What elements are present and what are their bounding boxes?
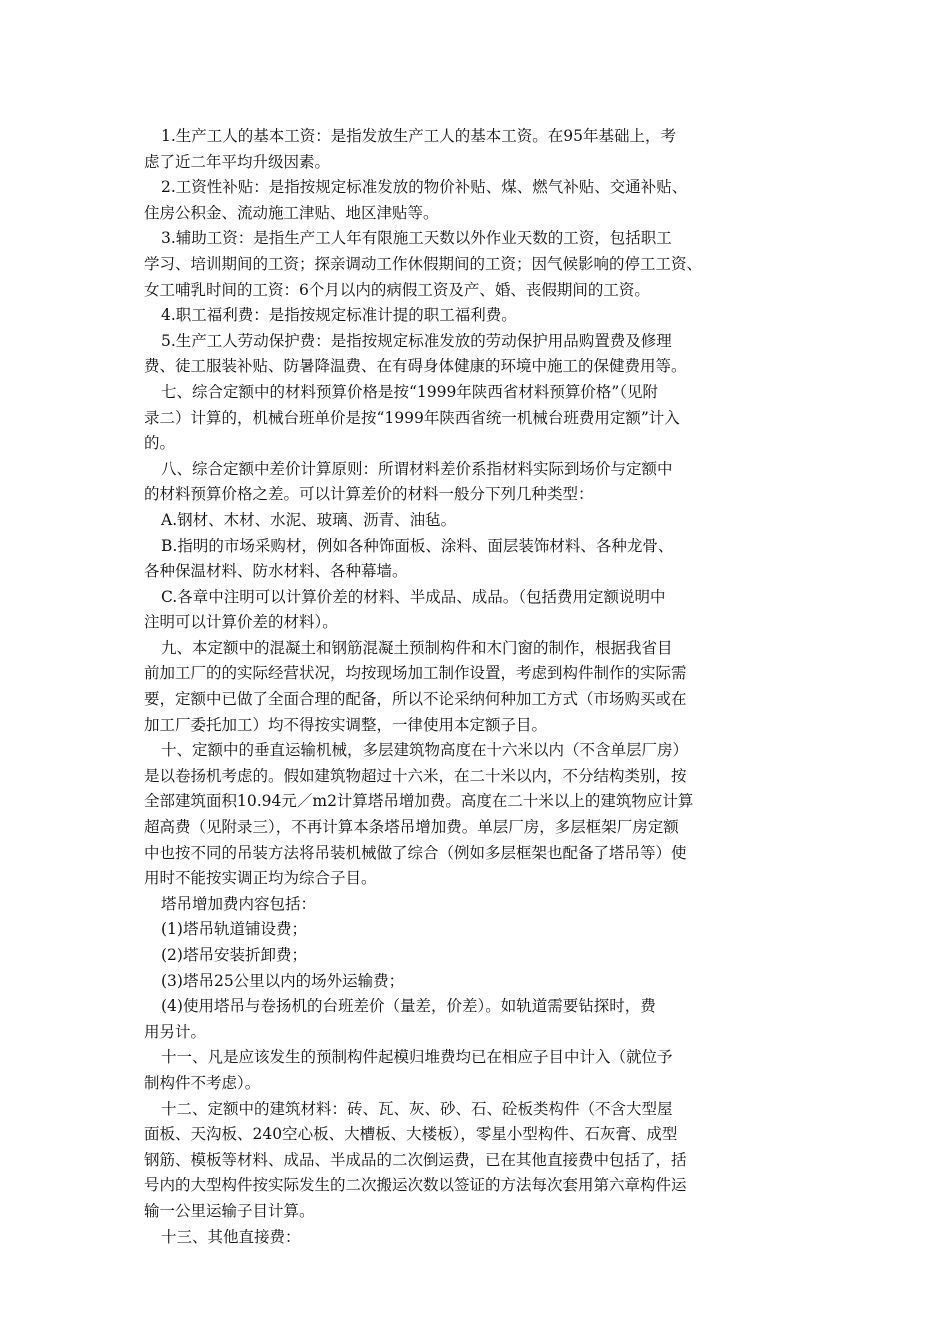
paragraph-basic-wage [144,124,754,175]
text-line: 十一、凡是应该发生的预制构件起模归堆费均已在相应子目中计入（就位予 [161,1048,673,1067]
text-line: 的材料预算价格之差。可以计算差价的材料一般分下列几种类型： [144,485,594,504]
text-line: 的。 [144,434,176,453]
text-line: 各种保温材料、防水材料、各种幕墙。 [144,562,408,581]
paragraph-labor-protection [144,329,754,380]
paragraph-wage-allowance [144,175,754,226]
text-line: 号内的大型构件按实际发生的二次搬运次数以签证的方法每次套用第六章构件运 [144,1176,687,1195]
paragraph-section-7 [144,380,754,457]
text-line: 注明可以计算价差的材料）。 [144,613,338,632]
text-line: 4.职工福利费：是指按规定标准计提的职工福利费。 [161,306,517,325]
text-line: 费、徒工服装补贴、防暑降温费、在有碍身体健康的环境中施工的保健费用等。 [144,357,687,376]
paragraph-item-c [144,585,754,636]
paragraph-crane-item-1 [144,917,754,943]
text-line: A.钢材、木材、水泥、玻璃、沥青、油毡。 [161,510,457,529]
text-line: (4)使用塔吊与卷扬机的台班差价（量差，价差）。如轨道需要钻探时，费 [161,997,656,1016]
paragraph-item-a [144,508,754,534]
text-line: 前加工厂的的实际经营状况，均按现场加工制作设置，考虑到构件制作的实际需 [144,664,687,683]
text-line: 塔吊增加费内容包括： [161,894,317,913]
text-line: 2.工资性补贴：是指按规定标准发放的物价补贴、煤、燃气补贴、交通补贴、 [161,178,688,197]
text-line: 八、综合定额中差价计算原则：所谓材料差价系指材料实际到场价与定额中 [161,459,673,478]
document-body [144,124,754,1250]
text-line: 九、本定额中的混凝土和钢筋混凝土预制构件和木门窗的制作，根据我省目 [161,638,673,657]
text-line: 十二、定额中的建筑材料：砖、瓦、灰、砂、石、砼板类构件（不含大型屋 [161,1099,673,1118]
text-line: 输一公里运输子目计算。 [144,1201,315,1220]
text-line: 3.辅助工资：是指生产工人年有限施工天数以外作业天数的工资，包括职工 [161,229,672,248]
text-line: 用另计。 [144,1022,207,1041]
paragraph-auxiliary-wage [144,226,754,303]
paragraph-crane-fee-heading [144,892,754,918]
text-line: 1.生产工人的基本工资：是指发放生产工人的基本工资。在95年基础上，考 [161,127,677,145]
text-line: 七、综合定额中的材料预算价格是按“1999年陕西省材料预算价格”（见附 [161,382,659,401]
paragraph-section-9 [144,636,754,738]
paragraph-crane-item-2 [144,943,754,969]
text-line: 十三、其他直接费： [161,1227,301,1246]
text-line: B.指明的市场采购材，例如各种饰面板、涂料、面层装饰材料、各种龙骨、 [161,536,674,555]
text-line: 十、定额中的垂直运输机械，多层建筑物高度在十六米以内（不含单层厂房） [161,741,689,760]
paragraph-section-11 [144,1045,754,1096]
text-line: C.各章中注明可以计算价差的材料、半成品、成品。（包括费用定额说明中 [161,587,666,606]
text-line: (2)塔吊安装折卸费； [161,946,307,964]
paragraph-section-8 [144,457,754,508]
text-line: (1)塔吊轨道铺设费； [161,920,307,939]
text-line: 钢筋、模板等材料、成品、半成品的二次倒运费，已在其他直接费中包括了，括 [144,1150,687,1169]
text-line: (3)塔吊25公里以内的场外运输费； [161,971,405,990]
paragraph-welfare [144,303,754,329]
paragraph-crane-item-3 [144,969,754,995]
text-line: 加工厂委托加工）均不得按实调整，一律使用本定额子目。 [144,715,548,734]
text-line: 录二）计算的，机械台班单价是按“1999年陕西省统一机械台班费用定额”计入 [144,408,680,427]
text-line: 全部建筑面积10.94元／m2计算塔吊增加费。高度在二十米以上的建筑物应计算 [144,792,694,811]
paragraph-item-b [144,534,754,585]
text-line: 面板、天沟板、240空心板、大槽板、大楼板），零星小型构件、石灰膏、成型 [144,1125,678,1144]
text-line: 女工哺乳时间的工资：6个月以内的病假工资及产、婚、丧假期间的工资。 [144,280,650,299]
paragraph-section-13 [144,1225,754,1251]
paragraph-section-10 [144,738,754,892]
paragraph-crane-item-4 [144,994,754,1045]
paragraph-section-12 [144,1097,754,1225]
text-line: 住房公积金、流动施工津贴、地区津贴等。 [144,203,439,222]
text-line: 制构件不考虑）。 [144,1073,261,1092]
text-line: 要，定额中已做了全面合理的配备，所以不论采纳何种加工方式（市场购买或在 [144,690,687,709]
text-line: 用时不能按实调正均为综合子目。 [144,869,377,888]
text-line: 学习、培训期间的工资；探亲调动工作休假期间的工资；因气候影响的停工工资、 [144,254,703,273]
text-line: 虑了近二年平均升级因素。 [144,152,331,171]
text-line: 中也按不同的吊装方法将吊装机械做了综合（例如多层框架也配备了塔吊等）使 [144,843,687,862]
text-line: 5.生产工人劳动保护费：是指按规定标准发放的劳动保护用品购置费及修理 [161,331,672,350]
text-line: 超高费（见附录三），不再计算本条塔吊增加费。单层厂房，多层框架厂房定额 [144,818,679,837]
text-line: 是以卷扬机考虑的。假如建筑物超过十六米，在二十米以内，不分结构类别，按 [144,766,687,785]
